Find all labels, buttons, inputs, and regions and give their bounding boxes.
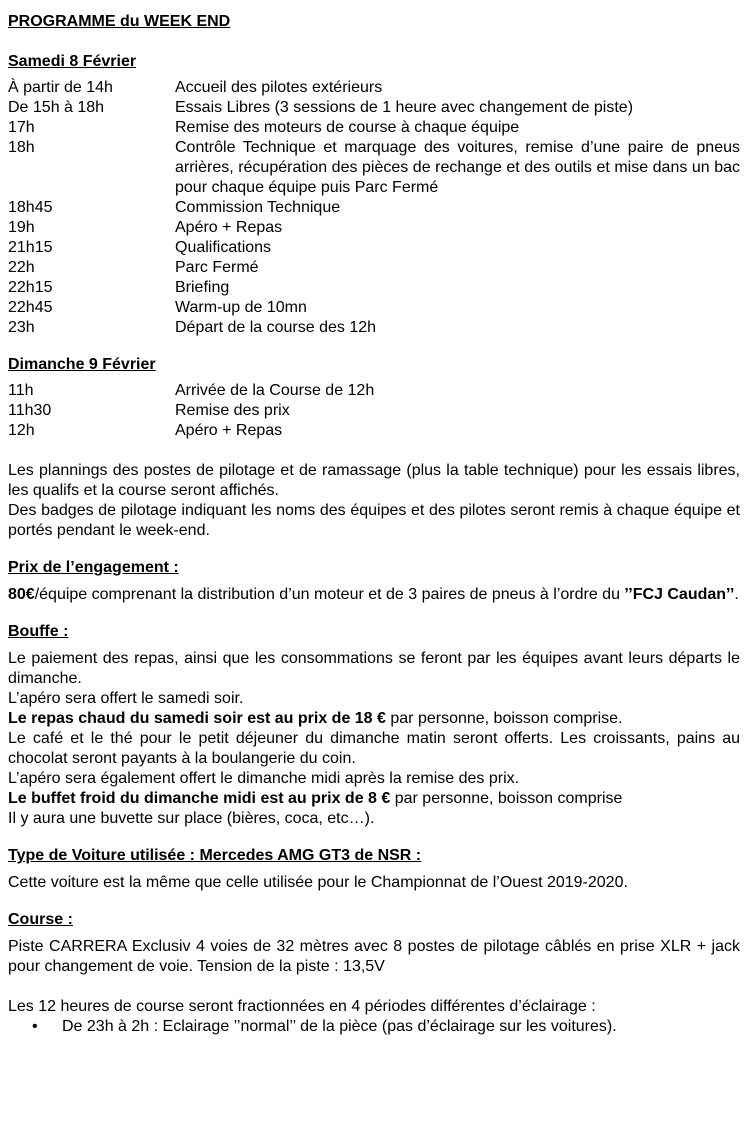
lighting-list-item (32, 1017, 740, 1037)
schedule-desc: Remise des moteurs de course à chaque équipe (175, 119, 520, 136)
bouffe-price-saturday: Le repas chaud du samedi soir est au prix de 18 € (8, 710, 386, 727)
schedule-time: 11h (8, 382, 34, 399)
bouffe-line: L’apéro sera offert le samedi soir. (8, 690, 244, 707)
spacer (8, 977, 740, 997)
schedule-row (8, 401, 740, 421)
saturday-heading: Samedi 8 Février (8, 53, 137, 70)
voiture-paragraph: Cette voiture est la même que celle utilisée pour le Championnat de l’Ouest 2019-2020. (8, 874, 628, 891)
schedule-row (8, 198, 740, 218)
page-title: PROGRAMME du WEEK END (8, 13, 231, 30)
plannings-section (8, 461, 740, 541)
schedule-desc: Briefing (175, 279, 230, 296)
schedule-row (8, 218, 740, 238)
schedule-time: 11h30 (8, 402, 52, 419)
schedule-time: 12h (8, 422, 35, 439)
schedule-time: 21h15 (8, 239, 53, 256)
schedule-time: 17h (8, 119, 35, 136)
saturday-schedule (8, 78, 740, 338)
schedule-row (8, 78, 740, 98)
schedule-desc: Parc Fermé (175, 259, 259, 276)
schedule-desc: Arrivée de la Course de 12h (175, 382, 375, 399)
schedule-time: 22h45 (8, 299, 53, 316)
schedule-time: De 15h à 18h (8, 99, 105, 116)
course-lighting-paragraph: Les 12 heures de course seront fractionnées en 4 périodes différentes d’éclairage : (8, 998, 596, 1015)
engagement-heading: Prix de l’engagement : (8, 559, 179, 576)
bouffe-price-sunday: Le buffet froid du dimanche midi est au prix de 8 € (8, 790, 391, 807)
bouffe-line: Le café et le thé pour le petit déjeuner du dimanche matin seront offerts. Les croissants, pains au chocolat seront payants à la boulangerie du coin. (8, 730, 740, 767)
badges-paragraph: Des badges de pilotage indiquant les noms des équipes et des pilotes seront remis à chaque équipe et portés pendant le week-end. (8, 502, 740, 539)
schedule-desc: Contrôle Technique et marquage des voitures, remise d’une paire de pneus arrières, récupération des pièces de rechange et des outils et mise dans un bac pour chaque équipe puis Parc Fermé (175, 139, 740, 196)
schedule-row (8, 421, 740, 441)
sunday-heading: Dimanche 9 Février (8, 356, 156, 373)
schedule-row (8, 278, 740, 298)
schedule-row (8, 381, 740, 401)
schedule-time: 18h45 (8, 199, 53, 216)
schedule-desc: Qualifications (175, 239, 272, 256)
schedule-row (8, 138, 740, 198)
schedule-desc: Commission Technique (175, 199, 341, 216)
bouffe-heading: Bouffe : (8, 623, 69, 640)
schedule-desc: Essais Libres (3 sessions de 1 heure avec changement de piste) (175, 99, 634, 116)
bouffe-line (8, 709, 740, 729)
engagement-paragraph (8, 585, 740, 605)
engagement-end: . (734, 586, 739, 603)
schedule-time: 22h (8, 259, 35, 276)
schedule-time: 19h (8, 219, 35, 236)
bouffe-line (8, 789, 740, 809)
schedule-row (8, 318, 740, 338)
schedule-row (8, 258, 740, 278)
schedule-time: 18h (8, 139, 35, 156)
schedule-row (8, 118, 740, 138)
bouffe-section (8, 649, 740, 829)
bouffe-line: Le paiement des repas, ainsi que les consommations se feront par les équipes avant leurs départs le dimanche. (8, 650, 740, 687)
schedule-desc: Remise des prix (175, 402, 290, 419)
course-heading: Course : (8, 911, 73, 928)
bouffe-line: L’apéro sera également offert le dimanche midi après la remise des prix. (8, 770, 520, 787)
engagement-club: ’’FCJ Caudan’’ (624, 586, 735, 603)
schedule-time: 23h (8, 319, 35, 336)
bouffe-line: Il y aura une buvette sur place (bières, coca, etc…). (8, 810, 375, 827)
schedule-desc: Apéro + Repas (175, 422, 283, 439)
engagement-text: /équipe comprenant la distribution d’un moteur et de 3 paires de pneus à l’ordre du (34, 586, 625, 603)
schedule-desc: Apéro + Repas (175, 219, 283, 236)
bullet-icon: • (32, 1018, 38, 1035)
schedule-desc: Warm-up de 10mn (175, 299, 307, 316)
sunday-schedule (8, 381, 740, 441)
schedule-row (8, 298, 740, 318)
schedule-time: À partir de 14h (8, 79, 113, 96)
lighting-item-text: De 23h à 2h : Eclairage ’’normal’’ de la pièce (pas d’éclairage sur les voitures). (62, 1018, 617, 1035)
bouffe-line-rest: par personne, boisson comprise (390, 790, 623, 807)
schedule-desc: Accueil des pilotes extérieurs (175, 79, 383, 96)
course-track-paragraph: Piste CARRERA Exclusiv 4 voies de 32 mètres avec 8 postes de pilotage câblés en prise XLR + jack pour changement de voie. Tension de la piste : 13,5V (8, 938, 740, 975)
engagement-price: 80€ (8, 586, 35, 603)
voiture-heading: Type de Voiture utilisée : Mercedes AMG GT3 de NSR : (8, 847, 422, 864)
schedule-time: 22h15 (8, 279, 53, 296)
programme-document (8, 12, 740, 1037)
schedule-row (8, 98, 740, 118)
bouffe-line-rest: par personne, boisson comprise. (385, 710, 623, 727)
schedule-row (8, 238, 740, 258)
plannings-paragraph: Les plannings des postes de pilotage et de ramassage (plus la table technique) pour les essais libres, les qualifs et la course seront affichés. (8, 462, 740, 499)
schedule-desc: Départ de la course des 12h (175, 319, 377, 336)
